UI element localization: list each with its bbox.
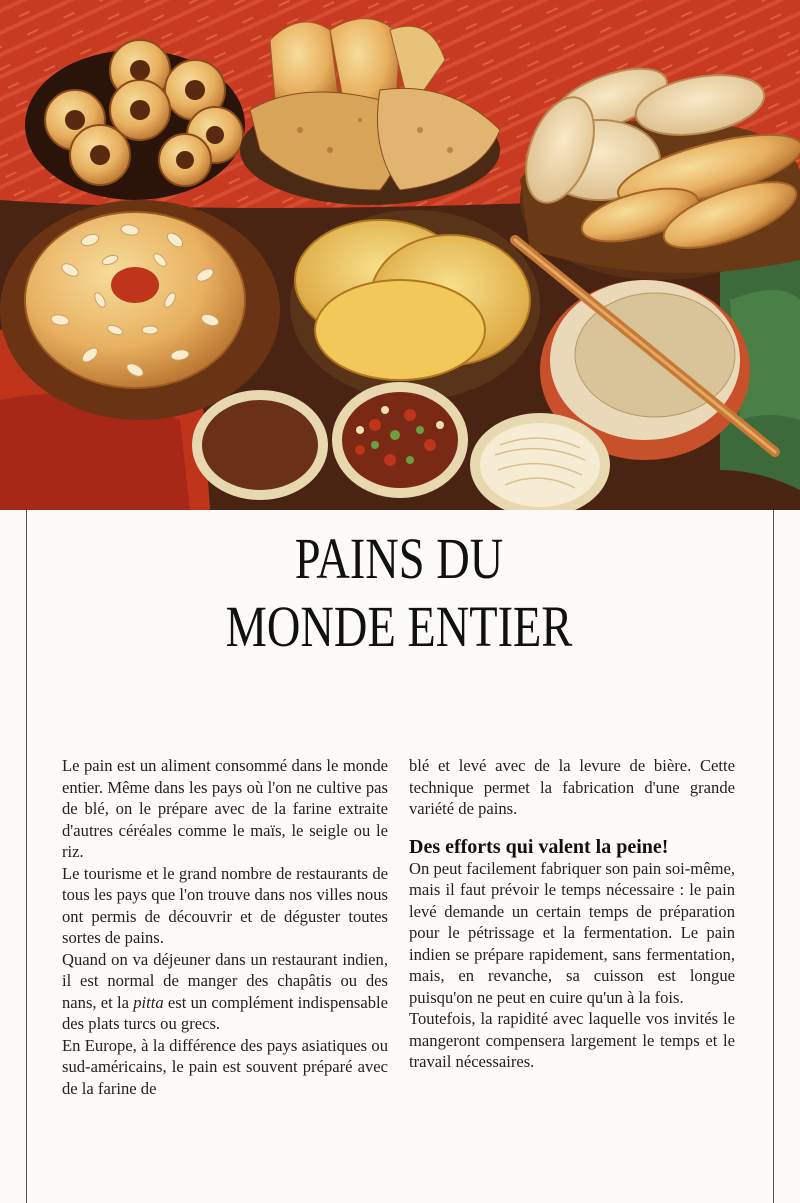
paragraph: On peut facilement fabriquer son pain soi-même, mais il faut prévoir le temps nécessaire : le pain levé demande un certain temps de préparation pour le pétrissage et la fermentation. Le pain indien se prépare rapidement, sans fermentation, mais, en revanche, sa cuisson est longue puisqu'on ne peut en cuire qu'un à la fois. [409,858,735,1007]
paragraph: Le tourisme et le grand nombre de restaurants de tous les pays que l'on trouve dans nos villes nous ont permis de découvrir et de déguster toutes sortes de pains. [62,863,388,947]
title-line-1: PAINS DU [294,526,504,591]
section-subheading: Des efforts qui valent la peine! [409,835,669,858]
italic-word: pitta [133,992,164,1012]
paragraph [62,949,388,1035]
page-title [101,525,698,661]
paragraph: Le pain est un aliment consommé dans le monde entier. Même dans les pays où l'on ne cultive pas de blé, on le prépare avec de la farine extraite d'autres céréales comme le maïs, le seigle ou le riz. [62,756,388,861]
text-span: Quand on va déjeuner dans un restaurant indien, il est normal de manger des chapâtis ou des nans, et la [62,949,388,1012]
paragraph: Toutefois, la rapidité avec laquelle vos invités le mangeront compensera largement le temps et le travail nécessaires. [409,1009,735,1071]
title-line-2: MONDE ENTIER [225,594,573,659]
paragraph: blé et levé avec de la levure de bière. Cette technique permet la fabrication d'une grande variété de pains. [409,756,735,818]
bread-photo [0,0,800,510]
right-column [409,755,735,1073]
text-span: est un complément indispensable des plats turcs ou grecs. [62,992,388,1033]
left-column [62,755,388,1099]
paragraph: En Europe, à la différence des pays asiatiques ou sud-américains, le pain est souvent préparé avec de la farine de [62,1035,388,1098]
